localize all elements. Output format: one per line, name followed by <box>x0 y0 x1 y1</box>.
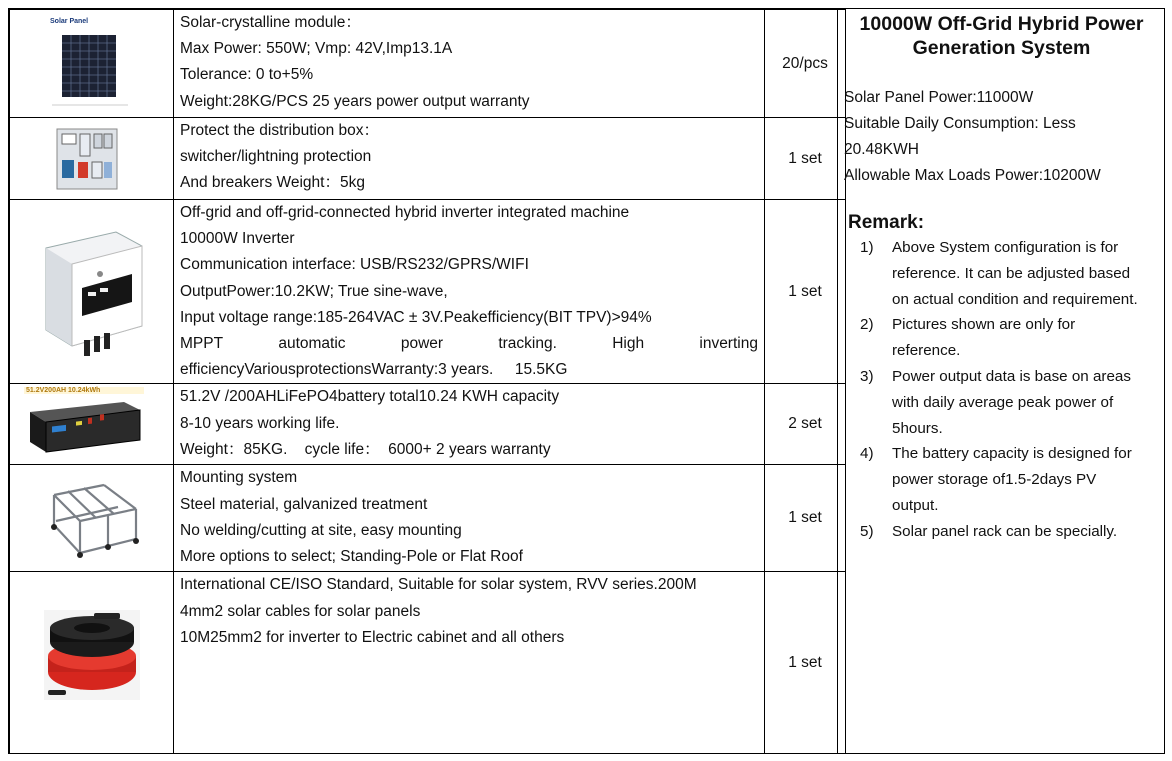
description-line: Protect the distribution box： <box>180 122 380 139</box>
description-line: Weight:28KG/PCS 25 years power output warranty <box>180 92 530 110</box>
remark-number: 1) <box>860 239 874 256</box>
description-line: Weight：85KG. cycle life： 6000+ 2 years warranty <box>180 440 551 458</box>
system-title-line: 10000W Off-Grid Hybrid Power <box>859 13 1144 35</box>
quantity-cell: 20/pcs <box>765 10 846 118</box>
table-row <box>10 200 846 384</box>
description-line: Max Power: 550W; Vmp: 42V,Imp13.1A <box>180 40 453 58</box>
distribution-box-picture-cell <box>10 118 174 200</box>
description-line: 8-10 years working life. <box>180 414 340 432</box>
remark-item <box>848 312 1158 364</box>
remark-line: Power output data is base on areas <box>892 367 1131 385</box>
remark-line: reference. It can be adjusted based <box>892 264 1131 282</box>
table-row <box>10 465 846 572</box>
description-line: OutputPower:10.2KW; True sine-wave, <box>180 282 448 300</box>
description-line: Steel material, galvanized treatment <box>180 495 428 513</box>
description-line: International CE/ISO Standard, Suitable for solar system, RVV series.200M <box>180 576 697 594</box>
mounting-rack-icon <box>44 481 144 561</box>
battery-picture-label: 51.2V200AH 10.24kWh <box>24 387 144 394</box>
description-line: No welding/cutting at site, easy mounting <box>180 521 462 539</box>
system-title <box>838 12 1165 60</box>
solar-panel-picture <box>48 18 128 112</box>
solar-cable-icon <box>44 610 140 700</box>
description-line: Tolerance: 0 to+5% <box>180 66 314 84</box>
remark-number: 2) <box>860 316 874 334</box>
remark-item <box>848 364 1158 441</box>
configuration-sheet <box>8 8 1165 754</box>
quantity-cell: 1 set <box>765 200 846 384</box>
description-line: 10M25mm2 for inverter to Electric cabinet and all others <box>180 628 565 646</box>
inverter-description <box>174 200 765 384</box>
mounting-picture-cell <box>10 465 174 572</box>
component-table <box>9 9 846 754</box>
quantity-cell: 2 set <box>765 384 846 465</box>
battery-picture <box>24 387 144 461</box>
battery-icon <box>24 394 144 456</box>
remark-number: 3) <box>860 367 874 385</box>
quantity-cell: 1 set <box>765 465 846 572</box>
distribution-box-icon <box>56 128 118 190</box>
system-title-line: Generation System <box>912 37 1091 59</box>
remark-title: Remark: <box>848 212 925 233</box>
cable-picture-cell <box>10 572 174 754</box>
remark-line: on actual condition and requirement. <box>892 290 1138 308</box>
distribution-box-description <box>174 118 765 200</box>
spec-max-loads-power: Allowable Max Loads Power:10200W <box>844 167 1101 184</box>
table-row <box>10 10 846 118</box>
remark-line: power storage of1.5-2days PV <box>892 471 1097 489</box>
description-line: Mounting system <box>180 469 298 487</box>
cable-description <box>174 572 765 754</box>
remark-line: output. <box>892 496 939 514</box>
description-line: Communication interface: USB/RS232/GPRS/WIFI <box>180 256 529 274</box>
remark-line: The battery capacity is designed for <box>892 445 1132 463</box>
remark-list <box>848 235 1158 545</box>
description-line: 10000W Inverter <box>180 230 295 248</box>
remark-line: Above System configuration is for <box>892 239 1119 256</box>
remark-number: 5) <box>860 522 874 540</box>
description-line: 51.2V /200AHLiFePO4battery total10.24 KWH capacity <box>180 388 560 406</box>
description-line: More options to select; Standing-Pole or Flat Roof <box>180 548 523 566</box>
description-line: Solar-crystalline module： <box>180 14 361 31</box>
description-line: MPPT automatic power tracking. High inverting <box>180 335 758 353</box>
description-line: Off-grid and off-grid-connected hybrid inverter integrated machine <box>180 204 630 221</box>
solar-panel-description <box>174 10 765 118</box>
remark-item <box>848 441 1158 518</box>
quantity-cell: 1 set <box>765 118 846 200</box>
description-line: efficiencyVariousprotectionsWarranty:3 years. 15.5KG <box>180 361 568 379</box>
description-line: 4mm2 solar cables for solar panels <box>180 602 421 620</box>
remark-line: with daily average peak power of <box>892 393 1114 411</box>
mounting-description <box>174 465 765 572</box>
spec-solar-panel-power: Solar Panel Power:11000W <box>844 89 1034 106</box>
spec-daily-consumption: Suitable Daily Consumption: Less <box>844 115 1076 132</box>
table-row <box>10 118 846 200</box>
battery-picture-cell <box>10 384 174 465</box>
remark-item <box>848 519 1158 545</box>
description-line: Input voltage range:185-264VAC ± 3V.Peakefficiency(BIT TPV)>94% <box>180 308 652 326</box>
remark-line: Pictures shown are only for <box>892 316 1076 334</box>
system-specs <box>844 85 1144 189</box>
description-line: And breakers Weight：5kg <box>180 174 365 192</box>
remark-line: Solar panel rack can be specially. <box>892 522 1118 540</box>
solar-panel-picture-cell <box>10 10 174 118</box>
quantity-cell: 1 set <box>765 572 846 754</box>
system-summary-panel <box>837 9 1164 753</box>
remark-line: 5hours. <box>892 419 943 437</box>
spec-daily-consumption-value: 20.48KWH <box>844 141 919 158</box>
solar-panel-picture-label: Solar Panel <box>50 18 89 25</box>
remark-item <box>848 235 1158 312</box>
remark-line: reference. <box>892 342 961 360</box>
table-row <box>10 572 846 754</box>
battery-description <box>174 384 765 465</box>
inverter-picture-cell <box>10 200 174 384</box>
inverter-icon <box>38 230 148 360</box>
table-row <box>10 384 846 465</box>
remark-number: 4) <box>860 445 874 463</box>
solar-panel-icon <box>48 29 128 107</box>
description-line: switcher/lightning protection <box>180 148 372 166</box>
